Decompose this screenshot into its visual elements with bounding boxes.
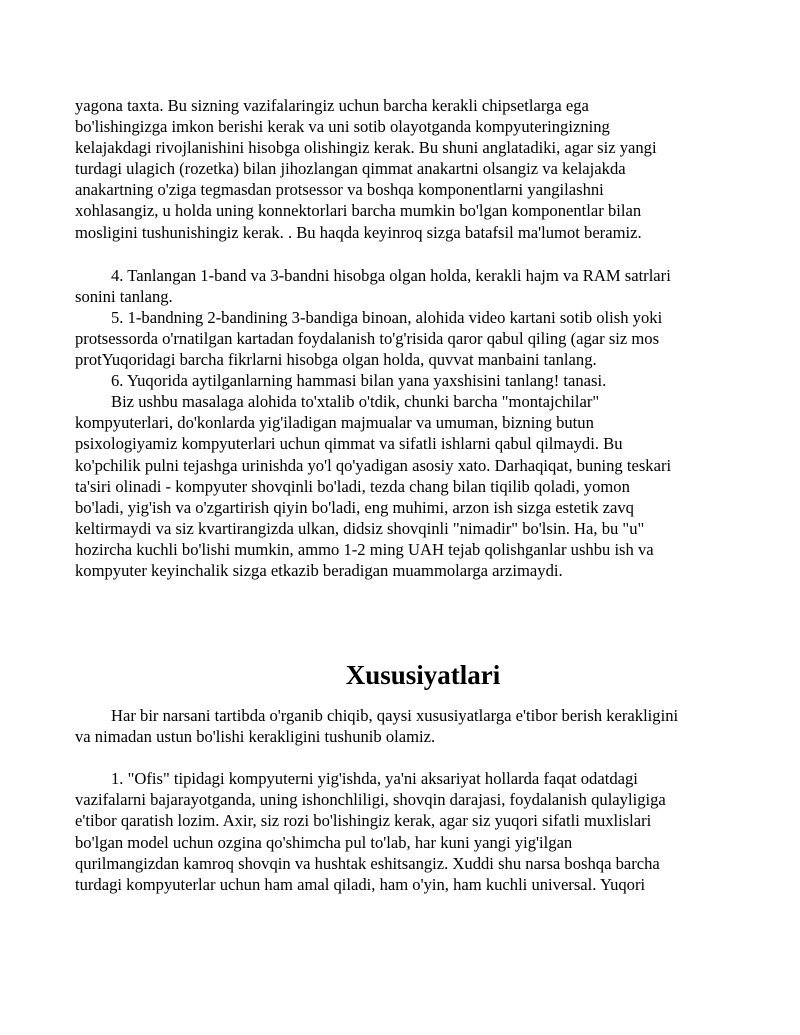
document-page xyxy=(75,95,735,895)
text-line: 1. "Ofis" tipidagi kompyuterni yig'ishda, ya'ni aksariyat hollarda faqat odatdagi xyxy=(111,769,638,789)
text-line: turdagi ulagich (rozetka) bilan jihozlangan qimmat anakartni olsangiz va kelajakda xyxy=(75,159,626,179)
paragraph-spacer xyxy=(75,243,735,265)
text-line: hozircha kuchli bo'lishi mumkin, ammo 1-2 ming UAH tejab qolishganlar ushbu ish va xyxy=(75,539,654,559)
paragraph-office-pc xyxy=(75,768,735,895)
text-line: ta'siri olinadi - kompyuter shovqinli bo'ladi, tezda chang bilan tiqilib qoladi, yomon xyxy=(75,476,630,496)
text-line: kelajakdagi rivojlanishini hisobga olishingiz kerak. Bu shuni anglatadiki, agar siz yangi xyxy=(75,138,657,158)
list-item-4 xyxy=(75,265,735,307)
text-line: vazifalarni bajarayotganda, uning ishonchliligi, shovqin darajasi, foydalanish qulayligiga xyxy=(75,790,666,810)
text-line: 4. Tanlangan 1-band va 3-bandni hisobga olgan holda, kerakli hajm va RAM satrlari xyxy=(111,265,671,285)
section-spacer xyxy=(75,581,735,647)
text-line: bo'lgan model uchun ozgina qo'shimcha pul to'lab, har kuni yangi yig'ilgan xyxy=(75,832,573,852)
text-line: e'tibor qaratish lozim. Axir, siz rozi bo'lishingiz kerak, agar siz yuqori sifatli muxlislari xyxy=(75,811,652,831)
text-line: yagona taxta. Bu sizning vazifalaringiz uchun barcha kerakli chipsetlarga ega xyxy=(75,96,589,115)
text-line: kompyuterlari, do'konlarda yig'iladigan majmualar va umuman, bizning butun xyxy=(75,413,594,433)
text-line: keltirmaydi va siz kvartirangizda ulkan, didsiz shovqinli "nimadir" bo'lsin. Ha, bu "u" xyxy=(75,518,645,538)
paragraph-motherboard xyxy=(75,95,735,243)
paragraph-intro xyxy=(75,705,735,747)
text-line: Har bir narsani tartibda o'rganib chiqib, qaysi xususiyatlarga e'tibor berish kerakligini xyxy=(111,706,679,726)
text-line: 6. Yuqorida aytilganlarning hammasi bilan yana yaxshisini tanlang! tanasi. xyxy=(111,371,607,391)
text-line: bo'ladi, yig'ish va o'zgartirish qiyin bo'ladi, eng muhimi, arzon ish sizga estetik zavq xyxy=(75,497,634,517)
text-line: bo'lishingizga imkon berishi kerak va uni sotib olayotganda kompyuteringizning xyxy=(75,117,610,137)
text-line: Biz ushbu masalaga alohida to'xtalib o'tdik, chunki barcha "montajchilar" xyxy=(111,392,600,412)
text-line: qurilmangizdan kamroq shovqin va hushtak eshitsangiz. Xuddi shu narsa boshqa barcha xyxy=(75,853,660,873)
text-line: kompyuter keyinchalik sizga etkazib beradigan muammolarga arzimaydi. xyxy=(75,560,563,580)
text-line: protsessorda o'rnatilgan kartadan foydalanish to'g'risida qaror qabul qiling (agar siz mos xyxy=(75,328,660,348)
text-line: ko'pchilik pulni tejashga urinishda yo'l qo'yadigan asosiy xato. Darhaqiqat, buning teskari xyxy=(75,455,672,475)
paragraph-spacer xyxy=(75,747,735,768)
list-item-5 xyxy=(75,307,735,370)
section-heading: Xususiyatlari xyxy=(345,660,501,691)
text-line: turdagi kompyuterlar uchun ham amal qiladi, ham o'yin, ham kuchli universal. Yuqori xyxy=(75,874,646,894)
text-line: anakartning o'ziga tegmasdan protsessor va boshqa komponentlarni yangilashni xyxy=(75,180,604,200)
text-line: va nimadan ustun bo'lishi kerakligini tushunib olamiz. xyxy=(75,727,436,747)
text-line: psixologiyamiz kompyuterlari uchun qimmat va sifatli ishlarni qabul qilmaydi. Bu xyxy=(75,434,623,454)
paragraph-assemblers xyxy=(75,391,735,581)
text-line: 5. 1-bandning 2-bandining 3-bandiga binoan, alohida video kartani sotib olish yoki xyxy=(111,307,663,327)
text-line: xohlasangiz, u holda uning konnektorlari barcha mumkin bo'lgan komponentlar bilan xyxy=(75,201,642,221)
text-line: mosligini tushunishingiz kerak. . Bu haqda keyinroq sizga batafsil ma'lumot beramiz. xyxy=(75,222,642,242)
list-item-6 xyxy=(75,370,735,391)
text-line: sonini tanlang. xyxy=(75,286,173,306)
text-line: protYuqoridagi barcha fikrlarni hisobga olgan holda, quvvat manbaini tanlang. xyxy=(75,350,597,370)
